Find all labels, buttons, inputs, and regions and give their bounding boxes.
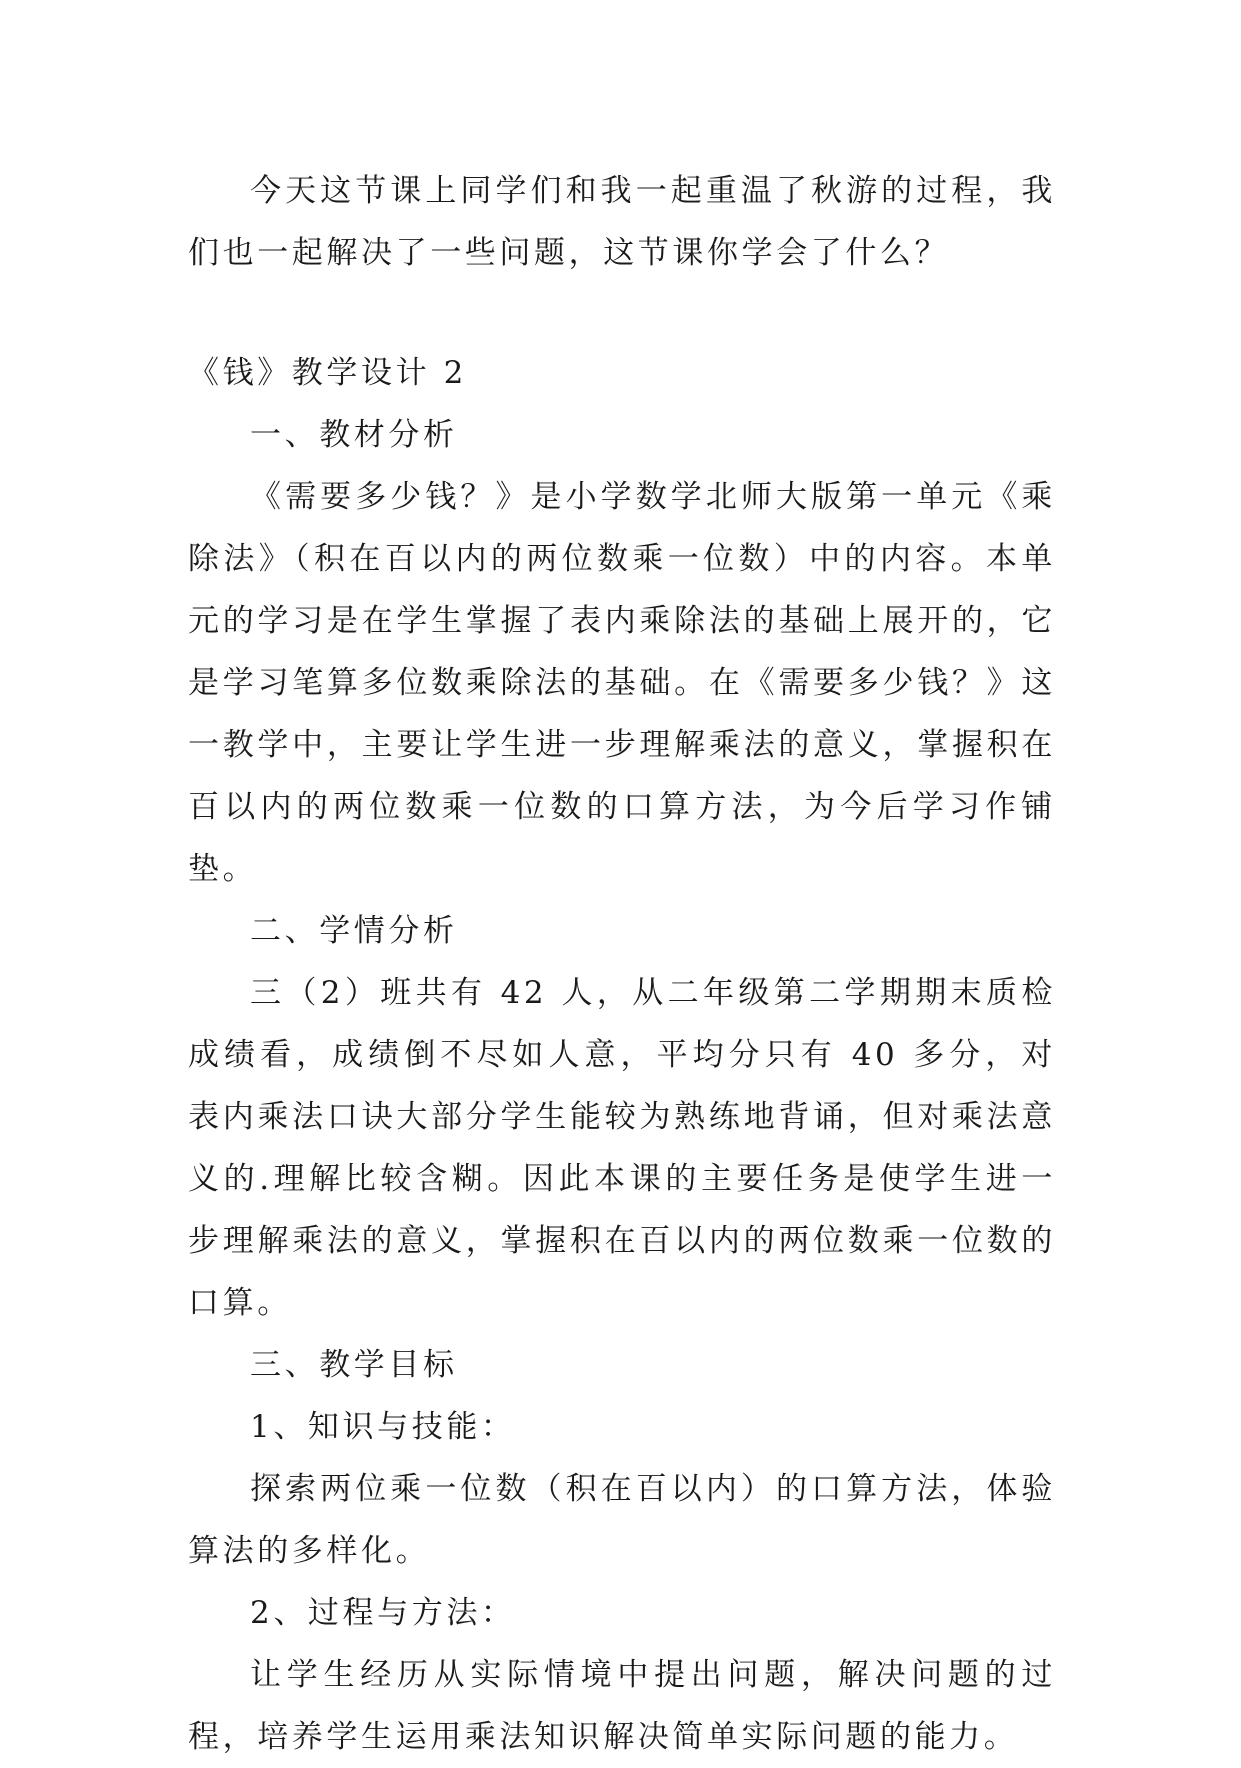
- analysis-heading: 一、教材分析: [250, 417, 458, 453]
- students-text: 三（2）班共有 42 人，从二年级第二学期期末质检成绩看，成绩倒不尽如人意，平均分只有 40 多分，对表内乘法口诀大部分学生能较为熟练地背诵，但对乘法意义的.理解比较含糊。因此本课的主要任务是使学生进一步理解乘法的意义，掌握积在百以内的两位数乘一位数的口算。: [188, 975, 1056, 1321]
- goal1-heading: 1、知识与技能：: [250, 1409, 516, 1445]
- analysis-text: 《需要多少钱？》是小学数学北师大版第一单元《乘除法》（积在百以内的两位数乘一位数）中的内容。本单元的学习是在学生掌握了表内乘除法的基础上展开的，它是学习笔算多位数乘除法的基础。在《需要多少钱？》这一教学中，主要让学生进一步理解乘法的意义，掌握积在百以内的两位数乘一位数的口算方法，为今后学习作铺垫。: [188, 479, 1056, 887]
- goal2-text: 让学生经历从实际情境中提出问题，解决问题的过程，培养学生运用乘法知识解决简单实际问题的能力。: [188, 1657, 1056, 1755]
- students-heading: 二、学情分析: [250, 913, 458, 949]
- goal1-text: 探索两位乘一位数（积在百以内）的口算方法，体验算法的多样化。: [188, 1471, 1056, 1569]
- intro-paragraph: 今天这节课上同学们和我一起重温了秋游的过程，我们也一起解决了一些问题，这节课你学会了什么？: [188, 173, 1056, 271]
- document-body: [188, 160, 1056, 1768]
- document-title: 《钱》教学设计 2: [188, 355, 467, 391]
- section-gap: [188, 284, 1056, 342]
- goals-heading: 三、教学目标: [250, 1347, 458, 1383]
- goal2-heading: 2、过程与方法：: [250, 1595, 516, 1631]
